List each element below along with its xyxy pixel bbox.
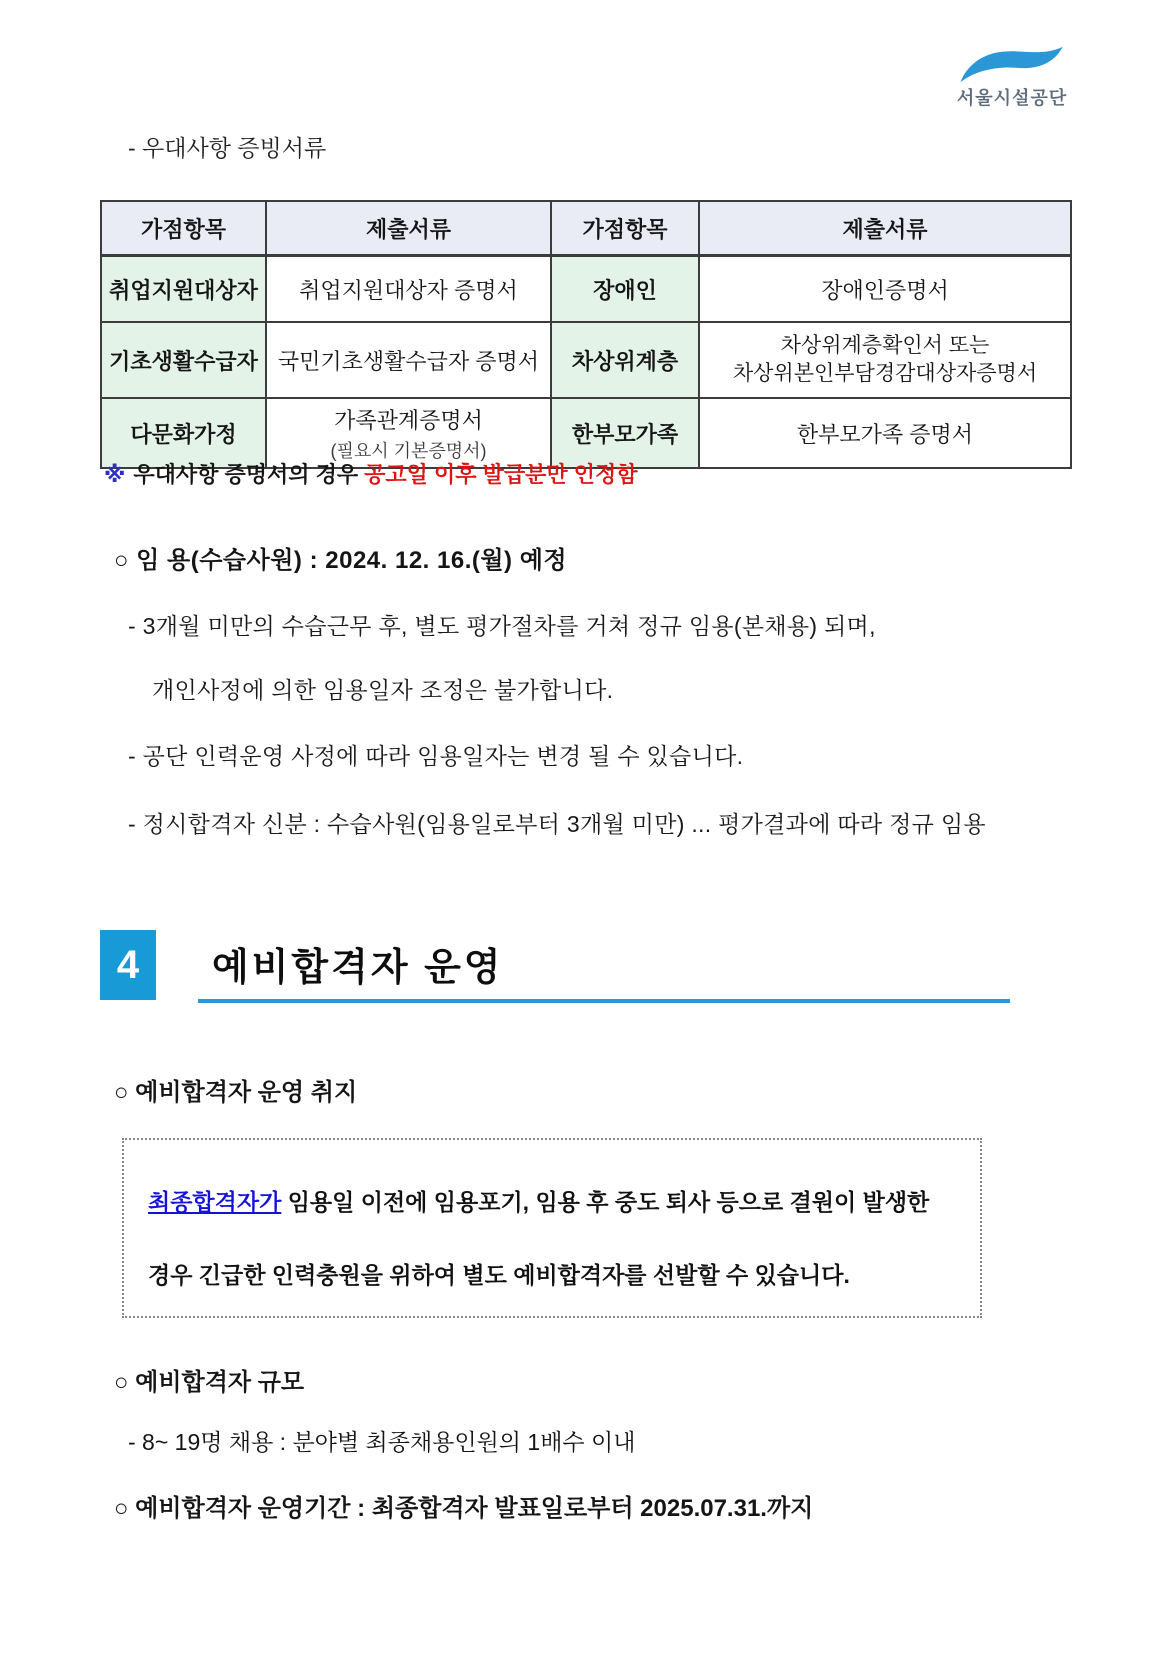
table-header-row [101,201,1071,256]
header-cell: 제출서류 [699,201,1071,256]
appointment-line-continued: 개인사정에 의한 임용일자 조정은 불가합니다. [152,677,614,703]
purpose-heading: ○ 예비합격자 운영 취지 [114,1079,358,1106]
preference-note [104,458,638,489]
document-cell-subnote: (필요시 기본증명서) [330,440,487,461]
appointment-line: - 3개월 미만의 수습근무 후, 별도 평가절차를 거쳐 정규 임용(본채용) 되며, [128,613,876,639]
category-cell: 기초생활수급자 [101,322,266,398]
appointment-heading: ○ 임 용(수습사원) : 2024. 12. 16.(월) 예정 [114,547,568,574]
purpose-line1-rest: 임용일 이전에 임용포기, 임용 후 중도 퇴사 등으로 결원이 발생한 [281,1189,930,1215]
purpose-emphasis-link: 최종합격자가 [148,1189,282,1215]
document-cell-line: 가족관계증명서 [334,407,483,433]
document-cell: 국민기초생활수급자 증명서 [266,322,551,398]
document-cell-line: 차상위계층확인서 또는 [780,333,990,357]
logo [946,44,1078,110]
note-marker-icon: ※ [104,462,126,487]
purpose-line2: 경우 긴급한 인력충원을 위하여 별도 예비합격자를 선발할 수 있습니다. [148,1262,850,1288]
document-cell-line: 차상위본인부담경감대상자증명서 [732,362,1038,385]
appointment-line: - 정시합격자 신분 : 수습사원(임용일로부터 3개월 미만) ... 평가결과에 따라 정규 임용 [128,811,986,837]
purpose-line1 [148,1184,980,1217]
section-title: 예비합격자 운영 [212,947,504,989]
scale-line: - 8~ 19명 채용 : 분야별 최종채용인원의 1배수 이내 [128,1429,636,1455]
section-number-badge: 4 [100,930,156,1000]
note-highlight: 공고일 이후 발급분만 인정함 [364,462,638,487]
section-title-underline [198,999,1010,1003]
appointment-line: - 공단 인력운영 사정에 따라 임용일자는 변경 될 수 있습니다. [128,743,744,769]
document-cell [699,322,1071,398]
header-cell: 가점항목 [101,201,266,256]
category-cell: 차상위계층 [551,322,699,398]
document-cell: 취업지원대상자 증명서 [266,256,551,323]
logo-wave-icon [953,44,1071,86]
category-cell: 한부모가족 [551,398,699,468]
note-text: 우대사항 증명서의 경우 [133,462,359,487]
purpose-box [122,1138,982,1318]
bonus-items-table [100,200,1072,469]
document-cell: 한부모가족 증명서 [699,398,1071,468]
logo-text: 서울시설공단 [956,88,1068,108]
period-line: ○ 예비합격자 운영기간 : 최종합격자 발표일로부터 2025.07.31.까지 [114,1495,814,1522]
table-row [101,256,1071,323]
category-cell: 취업지원대상자 [101,256,266,323]
table-row [101,322,1071,398]
header-cell: 제출서류 [266,201,551,256]
header-cell: 가점항목 [551,201,699,256]
category-cell: 다문화가정 [101,398,266,468]
category-cell: 장애인 [551,256,699,323]
document-cell: 장애인증명서 [699,256,1071,323]
attachments-label: - 우대사항 증빙서류 [128,135,327,161]
scale-heading: ○ 예비합격자 규모 [114,1369,305,1396]
